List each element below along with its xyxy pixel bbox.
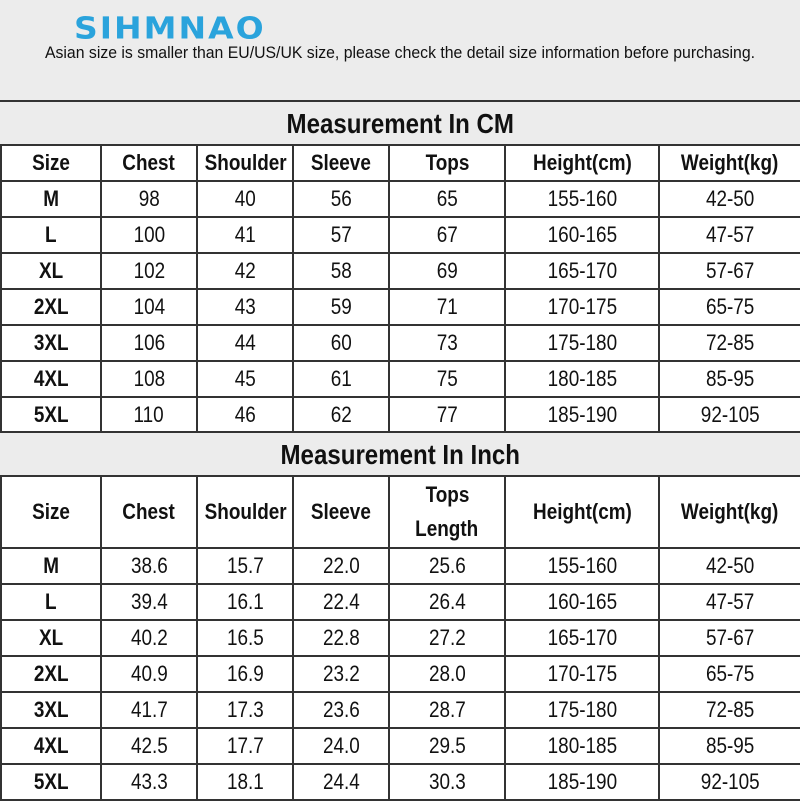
- height-cell: 185-190: [505, 397, 659, 433]
- header-sleeve: Sleeve: [293, 145, 389, 181]
- table-row: [1, 397, 800, 433]
- shoulder-cell: 18.1: [197, 764, 293, 800]
- tops-cell: 29.5: [389, 728, 505, 764]
- size-cell: M: [1, 181, 101, 217]
- header-sleeve: Sleeve: [293, 476, 389, 548]
- header-tops: Tops: [389, 145, 505, 181]
- sleeve-cell: 58: [293, 253, 389, 289]
- tops-cell: 77: [389, 397, 505, 433]
- height-cell: 160-165: [505, 584, 659, 620]
- size-cell: 2XL: [1, 656, 101, 692]
- table-row: [1, 361, 800, 397]
- chest-cell: 38.6: [101, 548, 197, 584]
- weight-cell: 65-75: [659, 656, 800, 692]
- sleeve-cell: 56: [293, 181, 389, 217]
- cm-header-row: [1, 145, 800, 181]
- tops-cell: 75: [389, 361, 505, 397]
- inch-measurement-table: [0, 475, 800, 801]
- size-cell: 4XL: [1, 361, 101, 397]
- table-row: [1, 764, 800, 800]
- chest-cell: 100: [101, 217, 197, 253]
- size-cell: L: [1, 217, 101, 253]
- table-row: [1, 253, 800, 289]
- shoulder-cell: 42: [197, 253, 293, 289]
- inch-section-title: Measurement In Inch: [0, 431, 800, 477]
- tops-cell: 73: [389, 325, 505, 361]
- table-row: [1, 548, 800, 584]
- header-banner: [0, 0, 800, 102]
- shoulder-cell: 43: [197, 289, 293, 325]
- size-cell: 4XL: [1, 728, 101, 764]
- height-cell: 170-175: [505, 656, 659, 692]
- height-cell: 185-190: [505, 764, 659, 800]
- weight-cell: 92-105: [659, 764, 800, 800]
- tops-cell: 71: [389, 289, 505, 325]
- height-cell: 170-175: [505, 289, 659, 325]
- shoulder-cell: 15.7: [197, 548, 293, 584]
- shoulder-cell: 16.1: [197, 584, 293, 620]
- height-cell: 165-170: [505, 253, 659, 289]
- tops-cell: 28.7: [389, 692, 505, 728]
- sleeve-cell: 62: [293, 397, 389, 433]
- table-row: [1, 584, 800, 620]
- sleeve-cell: 23.6: [293, 692, 389, 728]
- height-cell: 160-165: [505, 217, 659, 253]
- weight-cell: 42-50: [659, 548, 800, 584]
- header-tops-length: Tops Length: [389, 476, 505, 548]
- size-cell: 3XL: [1, 692, 101, 728]
- header-chest: Chest: [101, 476, 197, 548]
- chest-cell: 40.2: [101, 620, 197, 656]
- height-cell: 155-160: [505, 181, 659, 217]
- weight-cell: 65-75: [659, 289, 800, 325]
- shoulder-cell: 17.7: [197, 728, 293, 764]
- chest-cell: 40.9: [101, 656, 197, 692]
- header-weight: Weight(kg): [659, 476, 800, 548]
- size-cell: 5XL: [1, 764, 101, 800]
- chest-cell: 106: [101, 325, 197, 361]
- shoulder-cell: 41: [197, 217, 293, 253]
- sleeve-cell: 61: [293, 361, 389, 397]
- chest-cell: 41.7: [101, 692, 197, 728]
- sleeve-cell: 57: [293, 217, 389, 253]
- sleeve-cell: 22.8: [293, 620, 389, 656]
- chest-cell: 104: [101, 289, 197, 325]
- size-cell: M: [1, 548, 101, 584]
- shoulder-cell: 17.3: [197, 692, 293, 728]
- weight-cell: 42-50: [659, 181, 800, 217]
- shoulder-cell: 40: [197, 181, 293, 217]
- height-cell: 165-170: [505, 620, 659, 656]
- chest-cell: 108: [101, 361, 197, 397]
- weight-cell: 57-67: [659, 620, 800, 656]
- sleeve-cell: 22.0: [293, 548, 389, 584]
- shoulder-cell: 16.9: [197, 656, 293, 692]
- sleeve-cell: 60: [293, 325, 389, 361]
- cm-section-title: Measurement In CM: [0, 100, 800, 146]
- tops-cell: 28.0: [389, 656, 505, 692]
- table-row: [1, 181, 800, 217]
- size-cell: XL: [1, 253, 101, 289]
- height-cell: 180-185: [505, 728, 659, 764]
- table-row: [1, 728, 800, 764]
- header-size: Size: [1, 476, 101, 548]
- cm-measurement-table: [0, 144, 800, 434]
- shoulder-cell: 45: [197, 361, 293, 397]
- weight-cell: 85-95: [659, 361, 800, 397]
- sleeve-cell: 24.0: [293, 728, 389, 764]
- header-chest: Chest: [101, 145, 197, 181]
- chest-cell: 42.5: [101, 728, 197, 764]
- table-row: [1, 325, 800, 361]
- height-cell: 175-180: [505, 692, 659, 728]
- chest-cell: 98: [101, 181, 197, 217]
- size-cell: 2XL: [1, 289, 101, 325]
- header-weight: Weight(kg): [659, 145, 800, 181]
- height-cell: 180-185: [505, 361, 659, 397]
- chest-cell: 39.4: [101, 584, 197, 620]
- chest-cell: 102: [101, 253, 197, 289]
- table-row: [1, 692, 800, 728]
- table-row: [1, 289, 800, 325]
- inch-header-row: [1, 476, 800, 548]
- tops-cell: 30.3: [389, 764, 505, 800]
- table-row: [1, 656, 800, 692]
- chest-cell: 110: [101, 397, 197, 433]
- shoulder-cell: 46: [197, 397, 293, 433]
- sleeve-cell: 24.4: [293, 764, 389, 800]
- weight-cell: 47-57: [659, 217, 800, 253]
- weight-cell: 92-105: [659, 397, 800, 433]
- weight-cell: 72-85: [659, 692, 800, 728]
- size-cell: XL: [1, 620, 101, 656]
- weight-cell: 47-57: [659, 584, 800, 620]
- sleeve-cell: 59: [293, 289, 389, 325]
- tops-cell: 26.4: [389, 584, 505, 620]
- shoulder-cell: 44: [197, 325, 293, 361]
- size-cell: L: [1, 584, 101, 620]
- tops-cell: 67: [389, 217, 505, 253]
- weight-cell: 57-67: [659, 253, 800, 289]
- tops-cell: 25.6: [389, 548, 505, 584]
- tops-cell: 27.2: [389, 620, 505, 656]
- weight-cell: 85-95: [659, 728, 800, 764]
- header-shoulder: Shoulder: [197, 476, 293, 548]
- size-cell: 5XL: [1, 397, 101, 433]
- table-row: [1, 620, 800, 656]
- header-height: Height(cm): [505, 476, 659, 548]
- header-size: Size: [1, 145, 101, 181]
- chest-cell: 43.3: [101, 764, 197, 800]
- brand-logo: SIHMNAO: [74, 10, 266, 46]
- sleeve-cell: 23.2: [293, 656, 389, 692]
- weight-cell: 72-85: [659, 325, 800, 361]
- height-cell: 175-180: [505, 325, 659, 361]
- table-row: [1, 217, 800, 253]
- tops-cell: 69: [389, 253, 505, 289]
- tops-cell: 65: [389, 181, 505, 217]
- header-shoulder: Shoulder: [197, 145, 293, 181]
- size-notice: Asian size is smaller than EU/US/UK size, please check the detail size information before purchasing.: [44, 43, 756, 62]
- size-cell: 3XL: [1, 325, 101, 361]
- sleeve-cell: 22.4: [293, 584, 389, 620]
- height-cell: 155-160: [505, 548, 659, 584]
- header-height: Height(cm): [505, 145, 659, 181]
- shoulder-cell: 16.5: [197, 620, 293, 656]
